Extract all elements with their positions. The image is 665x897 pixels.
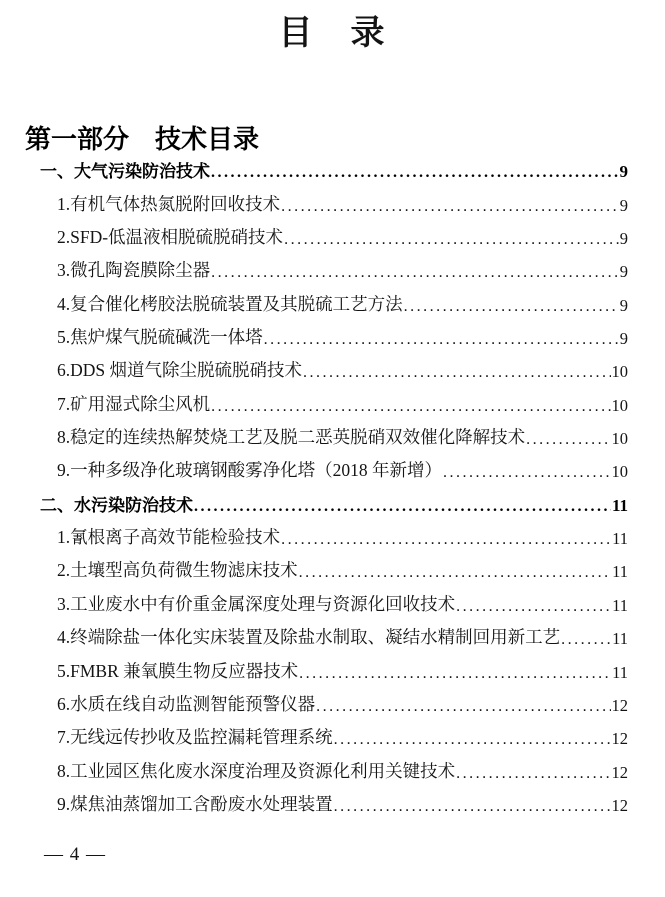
toc-item-row — [0, 285, 628, 318]
toc-item-row-label: 8.工业园区焦化废水深度治理及资源化利用关键技术 — [57, 760, 456, 781]
toc-item-row-page-number: 12 — [611, 795, 628, 815]
toc-item-row — [0, 585, 628, 618]
toc-item-row-label: 2.SFD-低温液相脱硫脱硝技术 — [57, 227, 284, 248]
toc-item-row-page-number: 10 — [611, 395, 628, 415]
toc-item-row — [0, 385, 628, 418]
dot-leader — [211, 164, 619, 182]
dot-leader — [299, 665, 611, 683]
toc-item-row — [0, 519, 628, 552]
toc-item-row-label: 4.复合催化栲胶法脱硫装置及其脱硫工艺方法 — [57, 293, 403, 314]
dot-leader — [281, 531, 611, 549]
toc-item-row-page-number: 9 — [619, 329, 628, 349]
toc-section-row-label: 一、大气污染防治技术 — [40, 162, 210, 182]
part-one-heading: 第一部分 技术目录 — [25, 124, 260, 154]
toc-item-row-page-number: 11 — [612, 662, 628, 682]
toc-item-row-label: 9.一种多级净化玻璃钢酸雾净化塔（2018 年新增） — [57, 460, 442, 481]
toc-item-row-page-number: 10 — [611, 362, 628, 382]
toc-section-row — [0, 152, 628, 185]
toc-item-row-label: 5.FMBR 兼氧膜生物反应器技术 — [57, 660, 299, 681]
toc-item-row-page-number: 12 — [611, 695, 628, 715]
toc-item-row-page-number: 10 — [611, 429, 628, 449]
toc-item-row-label: 5.焦炉煤气脱硫碱洗一体塔 — [57, 327, 263, 348]
toc-item-row-label: 8.稳定的连续热解焚烧工艺及脱二恶英脱硝双效催化降解技术 — [57, 427, 526, 448]
toc-item-row-label: 9.煤焦油蒸馏加工含酚废水处理装置 — [57, 793, 333, 814]
toc-item-row — [0, 252, 628, 285]
toc-section-row-page-number: 11 — [611, 495, 628, 515]
dot-leader — [443, 464, 611, 482]
toc-item-row-label: 3.微孔陶瓷膜除尘器 — [57, 260, 211, 281]
toc-item-row — [0, 352, 628, 385]
toc-item-row-page-number: 10 — [611, 462, 628, 482]
dot-leader — [264, 331, 619, 349]
dot-leader — [334, 798, 611, 816]
toc-item-row — [0, 652, 628, 685]
dot-leader — [456, 765, 610, 783]
toc-item-row — [0, 786, 628, 819]
dot-leader — [334, 731, 611, 749]
dot-leader — [211, 264, 619, 282]
dot-leader — [284, 231, 619, 249]
toc-item-row — [0, 719, 628, 752]
toc-item-row-label: 7.矿用湿式除尘风机 — [57, 393, 211, 414]
toc-item-row-page-number: 9 — [619, 295, 628, 315]
toc-item-row-page-number: 9 — [619, 195, 628, 215]
toc-item-row-label: 6.水质在线自动监测智能预警仪器 — [57, 693, 316, 714]
dot-leader — [404, 298, 619, 316]
toc-item-row-label: 1.氰根离子高效节能检验技术 — [57, 527, 281, 548]
dot-leader — [526, 431, 610, 449]
page-title: 目 录 — [278, 15, 387, 52]
toc-item-row — [0, 319, 628, 352]
toc-section-row-label: 二、水污染防治技术 — [40, 495, 193, 515]
dot-leader — [211, 398, 610, 416]
dot-leader — [303, 364, 610, 382]
dot-leader — [316, 698, 610, 716]
toc-item-row-page-number: 12 — [611, 729, 628, 749]
toc-item-row-label: 6.DDS 烟道气除尘脱硫脱硝技术 — [57, 360, 303, 381]
toc-item-row — [0, 419, 628, 452]
dot-leader — [299, 564, 611, 582]
toc-item-row-page-number: 11 — [612, 562, 628, 582]
toc-item-row — [0, 552, 628, 585]
dot-leader — [456, 598, 611, 616]
toc-item-row-label: 4.终端除盐一体化实床装置及除盐水制取、凝结水精制回用新工艺 — [57, 627, 561, 648]
toc-item-row-page-number: 11 — [612, 595, 628, 615]
toc-item-row-page-number: 9 — [619, 229, 628, 249]
toc-item-row — [0, 452, 628, 485]
toc-section-row — [0, 485, 628, 518]
toc-item-row-label: 1.有机气体热氮脱附回收技术 — [57, 193, 281, 214]
table-of-contents — [0, 152, 665, 819]
toc-item-row — [0, 185, 628, 218]
dot-leader — [561, 631, 611, 649]
dot-leader — [281, 198, 619, 216]
toc-item-row-page-number: 11 — [612, 529, 628, 549]
toc-item-row — [0, 219, 628, 252]
toc-item-row — [0, 619, 628, 652]
dot-leader — [194, 498, 611, 516]
toc-item-row-label: 2.土壤型高负荷微生物滤床技术 — [57, 560, 298, 581]
toc-item-row — [0, 686, 628, 719]
toc-item-row-page-number: 12 — [611, 762, 628, 782]
toc-section-row-page-number: 9 — [619, 162, 628, 182]
toc-item-row-page-number: 9 — [619, 262, 628, 282]
toc-item-row — [0, 752, 628, 785]
toc-item-row-label: 3.工业废水中有价重金属深度处理与资源化回收技术 — [57, 593, 456, 614]
toc-item-row-label: 7.无线远传抄收及监控漏耗管理系统 — [57, 727, 333, 748]
toc-item-row-page-number: 11 — [612, 629, 628, 649]
footer-page-number: — 4 — — [44, 844, 106, 865]
